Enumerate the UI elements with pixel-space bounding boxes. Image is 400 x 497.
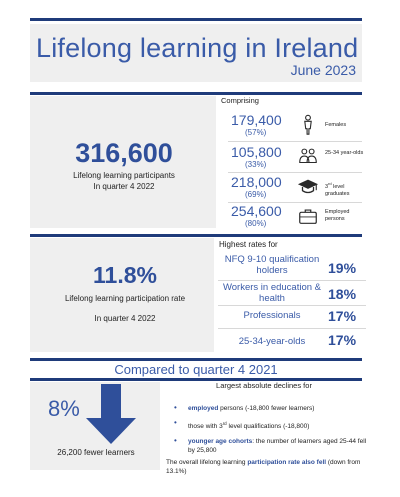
rate-row-label: NFQ 9-10 qualification holders: [224, 254, 320, 276]
rate-row-value: 17%: [328, 308, 357, 324]
comp-row-females: [221, 112, 362, 142]
comp-label: 25-34 year-olds: [325, 150, 364, 156]
rate-row-value: 18%: [328, 286, 357, 302]
fewer-learners: 26,200 fewer learners: [57, 448, 135, 457]
comp-row-employed: [221, 203, 362, 233]
comp-label: Employed persons: [325, 209, 350, 222]
divider: [218, 280, 366, 281]
rate-row-label: 25-34-year-olds: [238, 336, 306, 347]
section-bar-3: [30, 358, 362, 361]
section-bar-1: [30, 92, 362, 95]
comparison-title: Compared to quarter 4 2021: [114, 362, 278, 377]
page-title: Lifelong learning in Ireland: [36, 33, 359, 63]
comp-pct: (57%): [245, 128, 267, 137]
comp-pct: (33%): [245, 160, 267, 169]
comp-value: 254,600: [231, 203, 282, 219]
female-icon: [297, 114, 319, 136]
rate-row-value: 17%: [328, 332, 357, 348]
briefcase-icon: [297, 205, 319, 227]
section-bar-2: [30, 234, 362, 237]
comp-value: 218,000: [231, 174, 282, 190]
rate-label: Lifelong learning participation rate: [64, 294, 186, 303]
divider: [218, 328, 366, 329]
page-date: June 2023: [290, 62, 356, 78]
rate-period: In quarter 4 2022: [94, 314, 156, 323]
decline-pct: 8%: [48, 396, 80, 421]
participants-value: 316,600: [75, 138, 173, 168]
divider: [218, 305, 366, 306]
rate-row-label: Professionals: [243, 310, 301, 321]
declines-title: Largest absolute declines for: [216, 381, 312, 390]
list-item: • younger age cohorts: the number of learners aged 25-44 fell by 25,800: [174, 437, 374, 455]
comp-label: Females: [325, 122, 347, 128]
rate-row-label: Workers in education & health: [222, 282, 322, 304]
comp-value: 179,400: [231, 112, 282, 128]
participants-label: Lifelong learning participants In quarter 4 2022: [73, 171, 175, 191]
comp-row-graduates: [221, 174, 362, 204]
rate-row-value: 19%: [328, 260, 357, 276]
list-item: • those with 3rd level qualifications (-18,800): [174, 419, 374, 431]
rate-value: 11.8%: [93, 262, 157, 288]
graduation-cap-icon: [297, 176, 319, 198]
down-arrow-icon: [86, 384, 136, 444]
list-item: • employed persons (-18,800 fewer learners): [174, 404, 374, 413]
comp-row-age: [221, 144, 362, 174]
divider: [228, 141, 362, 142]
comp-value: 105,800: [231, 144, 282, 160]
declines-list: [174, 404, 374, 461]
highest-label: Highest rates for: [219, 240, 278, 249]
overall-note: The overall lifelong learning participation rate also fell (down from 13.1%): [166, 459, 361, 475]
comp-pct: (80%): [245, 219, 267, 228]
divider: [228, 172, 362, 173]
people-icon: [297, 146, 319, 168]
comp-label: 3rd level graduates: [325, 181, 350, 197]
top-bar: [30, 18, 362, 21]
comp-pct: (69%): [245, 190, 267, 199]
comprising-label: Comprising: [221, 96, 259, 105]
